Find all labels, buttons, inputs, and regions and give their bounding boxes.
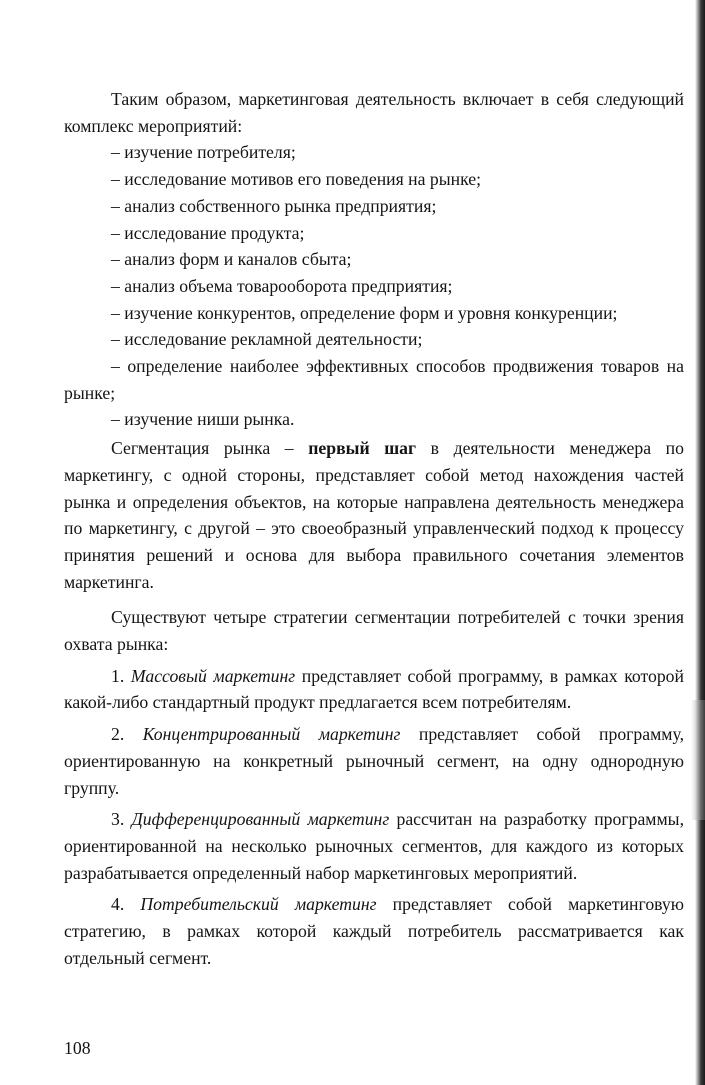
strategy-text: представляет собой маркетинговую стратегию, в рамках которой каждый потребитель рассматривается как отдельный сегмент. [64, 894, 684, 968]
page-body [64, 86, 684, 972]
strategy-term: Концентрированный маркетинг [142, 724, 401, 745]
intro-paragraph: Таким образом, маркетинговая деятельность включает в себя следующий комплекс мероприятий: [64, 89, 684, 136]
activities-list [64, 139, 684, 433]
segmentation-rest: в деятельности менеджера по маркетингу, с одной стороны, представляет собой метод нахождения частей рынка и определения объектов, на которые направлена деятельность менеджера по маркетингу, с другой – это своеобразный управленческий подход к процессу принятия решений и основа для выбора правильного сочетания элементов маркетинга. [64, 438, 684, 592]
strategy-number: 4. [111, 894, 141, 915]
strategy-number: 2. [111, 724, 143, 745]
segmentation-lead: Сегментация рынка – [111, 438, 309, 459]
strategy-text: рассчитан на разработку программы, ориентированной на несколько рыночных сегментов, для каждого из которых разрабатывается определенный набор маркетинговых мероприятий. [64, 809, 684, 883]
segmentation-paragraph [64, 435, 684, 595]
list-item: – исследование рекламной деятельности; [111, 329, 423, 350]
list-item: – анализ форм и каналов сбыта; [111, 249, 352, 270]
segmentation-emphasis: первый шаг [308, 438, 417, 459]
list-item: – исследование продукта; [111, 222, 305, 243]
strategy-text: представляет собой программу, в рамках которой какой-либо стандартный продукт предлагается всем потребителям. [64, 665, 684, 713]
strategy-item-3 [64, 806, 684, 886]
page-edge-shadow [691, 700, 705, 820]
list-item: – определение наиболее эффективных способов продвижения товаров на рынке; [64, 356, 684, 403]
strategy-number: 3. [111, 809, 132, 830]
strategy-number: 1. [111, 665, 131, 686]
strategy-term: Дифференцированный маркетинг [131, 809, 390, 830]
strategies-intro: Существуют четыре стратегии сегментации потребителей с точки зрения охвата рынка: [64, 607, 684, 655]
list-item: – анализ собственного рынка предприятия; [111, 195, 437, 216]
list-item: – изучение потребителя; [111, 142, 296, 163]
list-item: – изучение ниши рынка. [111, 409, 295, 430]
list-item: – исследование мотивов его поведения на рынке; [111, 169, 482, 190]
page-binding-edge [695, 0, 705, 1085]
strategy-term: Потребительский маркетинг [140, 894, 377, 915]
strategy-item-4 [64, 891, 684, 971]
list-item: – изучение конкурентов, определение форм и уровня конкуренции; [111, 302, 618, 323]
strategy-item-1 [64, 663, 684, 716]
page-number: 108 [64, 1038, 91, 1058]
strategy-term: Массовый маркетинг [130, 665, 296, 686]
strategy-text: представляет собой программу, ориентированную на конкретный рыночный сегмент, на одну однородную группу. [64, 724, 684, 798]
strategy-item-2 [64, 721, 684, 801]
list-item: – анализ объема товарооборота предприятия; [111, 275, 453, 296]
